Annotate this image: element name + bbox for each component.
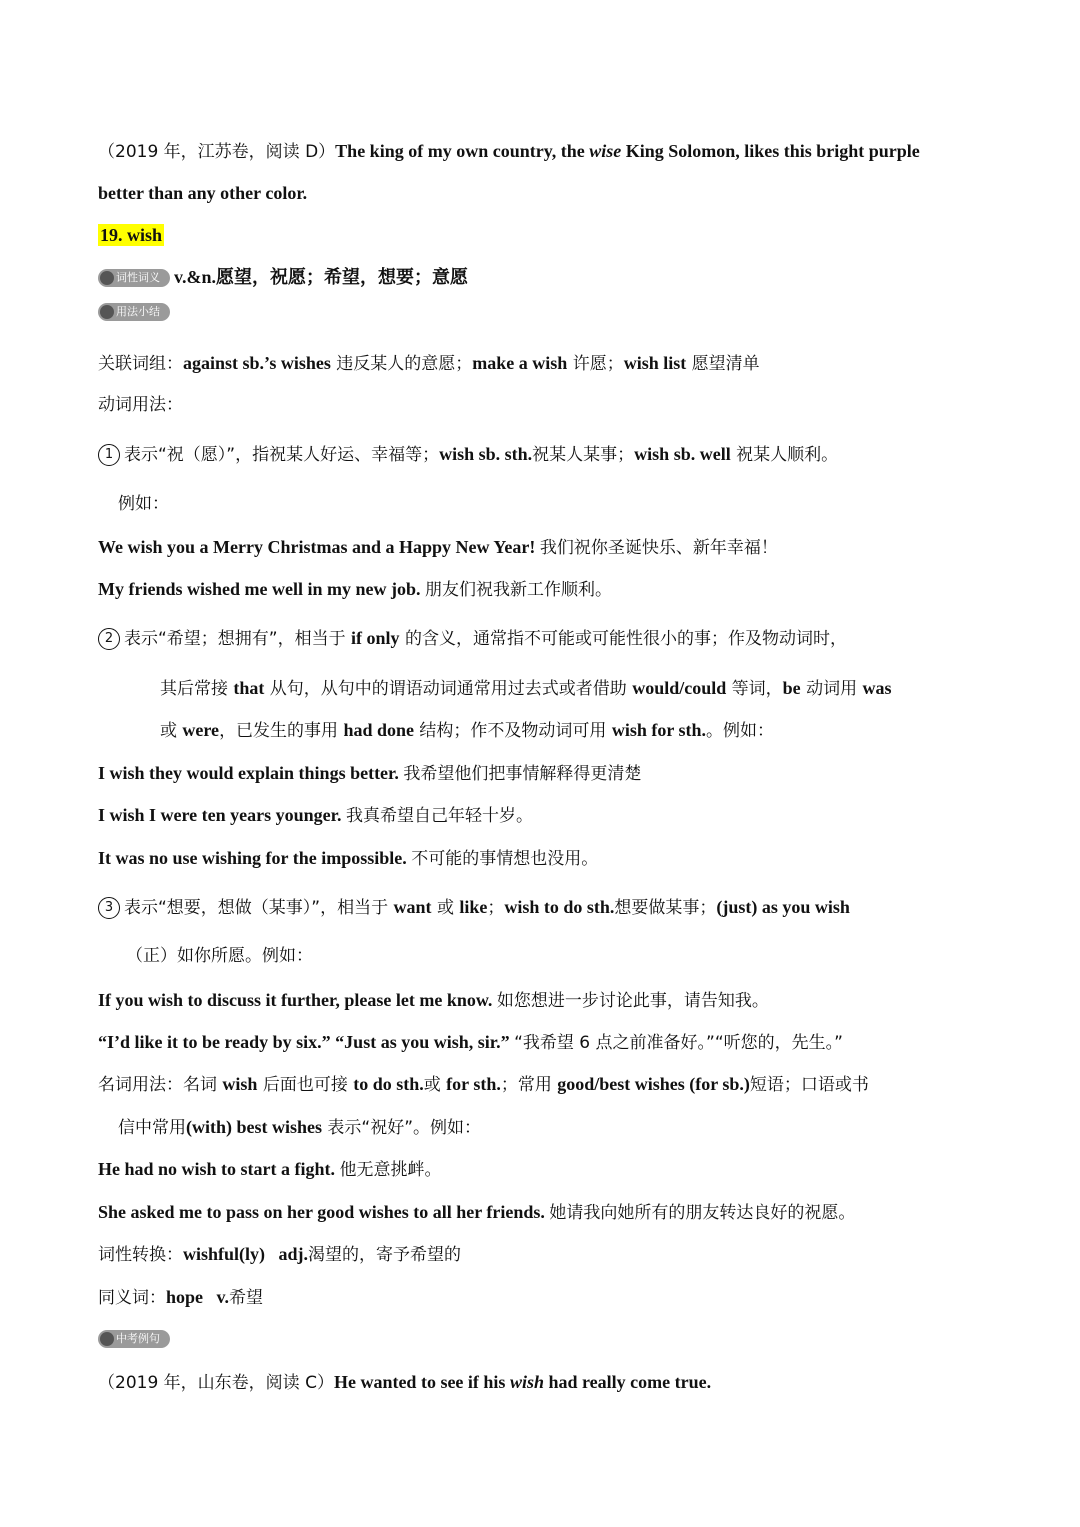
usage-2: 2 表示“希望；想拥有”，相当于 if only 的含义，通常指不可能或可能性很小的事；作及物动词时， <box>98 626 984 651</box>
verb-usage-label: 动词用法： <box>98 395 183 415</box>
badge-usage: 用法小结 <box>98 303 170 321</box>
word-conversion: 词性转换：wishful(ly) adj.渴望的，寄予希望的 <box>98 1244 462 1265</box>
usage-badge-line <box>98 300 984 324</box>
usage-1: 1 表示“祝（愿）”，指祝某人好运、幸福等；wish sb. sth.祝某人某事；wish sb. well 祝某人顺利。 <box>98 442 984 467</box>
example-2: My friends wished me well in my new job. 朋友们祝我新工作顺利。 <box>98 579 612 600</box>
example-5: It was no use wishing for the impossible. 不可能的事情想也没用。 <box>98 848 599 869</box>
top-example-ref: （2019 年，江苏卷，阅读 D） <box>98 142 336 162</box>
exam-example: （2019 年，山东卷，阅读 C）He wanted to see if his wish had really come true. <box>98 1372 712 1393</box>
example-9: She asked me to pass on her good wishes to all her friends. 她请我向她所有的朋友转达良好的祝愿。 <box>98 1202 856 1223</box>
usage-2-line-3: 或 were，已发生的事用 had done 结构；作不及物动词可用 wish for sth.。例如： <box>160 720 775 741</box>
top-example-line-2: better than any other color. <box>98 183 308 203</box>
example-1: We wish you a Merry Christmas and a Happy New Year! 我们祝你圣诞快乐、新年幸福！ <box>98 537 778 558</box>
related-phrases: 关联词组：against sb.’s wishes 违反某人的意愿；make a wish 许愿；wish list 愿望清单 <box>98 353 760 374</box>
exam-badge-line <box>98 1327 984 1351</box>
top-example-line-1: （2019 年，江苏卷，阅读 D）The king of my own country, the wise King Solomon, likes this bright purple <box>98 141 920 162</box>
usage-2-line-2: 其后常接 that 从句，从句中的谓语动词通常用过去式或者借助 would/could 等词，be 动词用 was <box>160 678 892 699</box>
example-4: I wish I were ten years younger. 我真希望自己年轻十岁。 <box>98 805 533 826</box>
usage-3: 3 表示“想要，想做（某事）”，相当于 want 或 like；wish to do sth.想要做某事；(just) as you wish <box>98 895 984 920</box>
example-8: He had no wish to start a fight. 他无意挑衅。 <box>98 1159 442 1180</box>
badge-exam: 中考例句 <box>98 1330 170 1348</box>
meaning-text: v.&n.愿望，祝愿；希望，想要；意愿 <box>174 267 469 287</box>
circled-number-1: 1 <box>98 444 120 466</box>
example-label: 例如： <box>118 494 169 514</box>
circled-number-2: 2 <box>98 628 120 650</box>
usage-3-line-2: （正）如你所愿。例如： <box>126 946 313 966</box>
example-7: “I’d like it to be ready by six.” “Just as you wish, sir.” “我希望 6 点之前准备好。”“听您的，先生。” <box>98 1032 843 1053</box>
example-6: If you wish to discuss it further, please let me know. 如您想进一步讨论此事，请告知我。 <box>98 990 769 1011</box>
noun-usage: 名词用法：名词 wish 后面也可接 to do sth.或 for sth.；常用 good/best wishes (for sb.)短语；口语或书 <box>98 1074 869 1095</box>
example-3: I wish they would explain things better. 我希望他们把事情解释得更清楚 <box>98 763 642 784</box>
badge-meaning: 词性词义 <box>98 269 170 287</box>
circled-number-3: 3 <box>98 897 120 919</box>
synonym: 同义词：hope v.希望 <box>98 1287 264 1308</box>
noun-usage-line-2: 信中常用(with) best wishes 表示“祝好”。例如： <box>118 1117 482 1138</box>
meaning-line <box>98 265 984 290</box>
entry-title: 19. wish <box>100 225 163 245</box>
